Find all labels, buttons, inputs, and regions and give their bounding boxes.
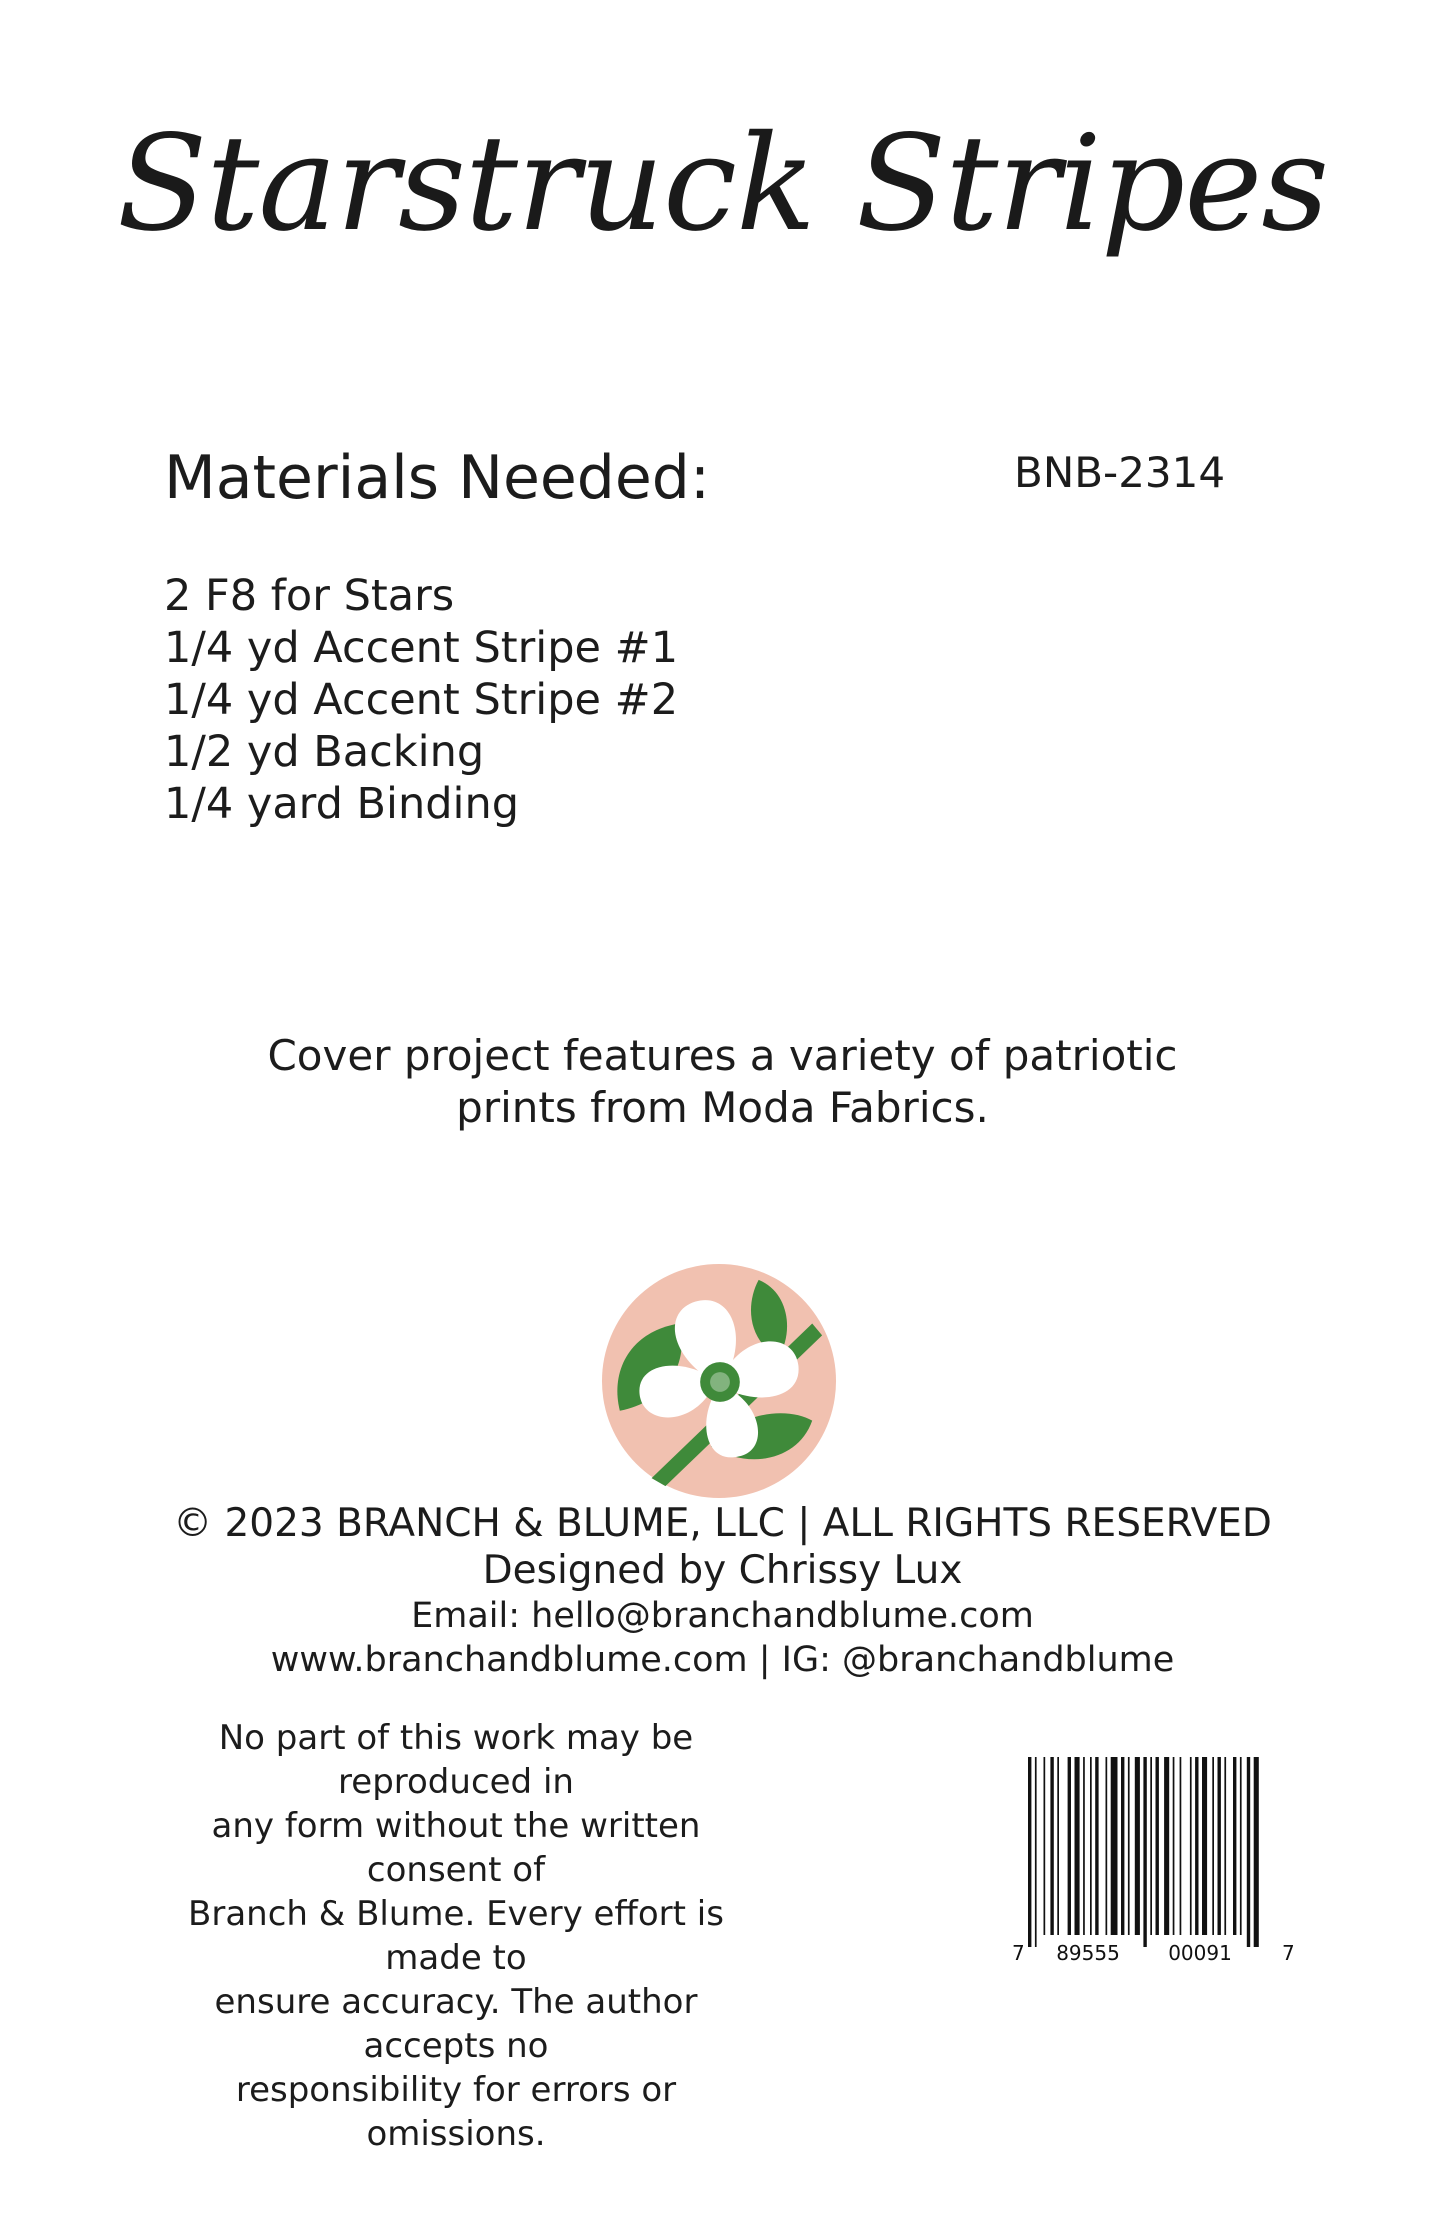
list-item: 1/4 yd Accent Stripe #2 (164, 675, 679, 725)
barcode-bar (1180, 1757, 1182, 1935)
disclaimer-line: responsibility for errors or omissions. (235, 2070, 677, 2154)
disclaimer-line: No part of this work may be reproduced in (218, 1718, 694, 1802)
barcode-bar (1143, 1757, 1146, 1947)
list-item: 1/4 yd Accent Stripe #1 (164, 623, 679, 673)
barcode-bar (1202, 1757, 1207, 1935)
barcode-bar (1083, 1757, 1085, 1935)
barcode-bar (1224, 1757, 1226, 1935)
barcode (1010, 1757, 1295, 1967)
disclaimer (156, 1716, 756, 2156)
barcode-bar (1233, 1757, 1236, 1935)
dogwood-flower-icon (600, 1262, 838, 1500)
barcode-bar (1156, 1757, 1159, 1935)
barcode-bar (1111, 1757, 1118, 1935)
barcode-bar (1095, 1757, 1098, 1935)
barcode-bars (1028, 1757, 1259, 1947)
barcode-bar (1106, 1757, 1108, 1935)
disclaimer-line: ensure accuracy. The author accepts no (214, 1982, 698, 2066)
barcode-bar (1212, 1757, 1214, 1935)
barcode-bar (1050, 1757, 1053, 1935)
barcode-bar (1190, 1757, 1192, 1935)
logo-flower-center-dot (710, 1372, 730, 1392)
designer-line: Designed by Chrissy Lux (482, 1548, 963, 1593)
barcode-bar (1068, 1757, 1071, 1935)
barcode-bar (1135, 1757, 1140, 1935)
barcode-bar (1090, 1757, 1092, 1935)
barcode-bar (1075, 1757, 1080, 1935)
materials-heading: Materials Needed: (164, 443, 711, 513)
barcode-digit-left: 7 (1012, 1941, 1025, 1965)
barcode-bar (1218, 1757, 1221, 1935)
list-item: 1/4 yard Binding (164, 779, 520, 829)
cover-note-line: Cover project features a variety of patriotic (267, 1031, 1178, 1080)
barcode-group-left: 89555 (1056, 1941, 1120, 1965)
barcode-bar (1057, 1757, 1059, 1935)
barcode-digit-right: 7 (1282, 1941, 1295, 1965)
pattern-title: Starstruck Stripes (116, 107, 1329, 261)
list-item: 1/2 yd Backing (164, 727, 485, 777)
barcode-bar (1028, 1757, 1031, 1947)
barcode-bar (1247, 1757, 1250, 1947)
barcode-bar (1150, 1757, 1152, 1935)
barcode-bar (1164, 1757, 1169, 1935)
barcode-bar (1128, 1757, 1130, 1935)
barcode-bar (1254, 1757, 1259, 1947)
list-item: 2 F8 for Stars (164, 571, 455, 621)
copyright-line: © 2023 BRANCH & BLUME, LLC | ALL RIGHTS RESERVED (173, 1501, 1272, 1546)
barcode-bar (1195, 1757, 1198, 1935)
materials-list (164, 570, 678, 830)
barcode-bar (1044, 1757, 1046, 1935)
barcode-bar (1121, 1757, 1124, 1935)
cover-note-line: prints from Moda Fabrics. (456, 1083, 989, 1132)
website-line: www.branchandblume.com | IG: @branchandblume (270, 1640, 1175, 1680)
barcode-bar (1240, 1757, 1242, 1935)
barcode-bar (1173, 1757, 1175, 1935)
barcode-group-right: 00091 (1168, 1941, 1232, 1965)
email-line: Email: hello@branchandblume.com (411, 1596, 1034, 1636)
barcode-bar (1035, 1757, 1037, 1947)
credits (0, 1500, 1445, 1682)
cover-note (0, 1030, 1445, 1134)
pattern-sku: BNB-2314 (1014, 448, 1226, 497)
disclaimer-line: Branch & Blume. Every effort is made to (188, 1894, 724, 1978)
disclaimer-line: any form without the written consent of (211, 1806, 701, 1890)
